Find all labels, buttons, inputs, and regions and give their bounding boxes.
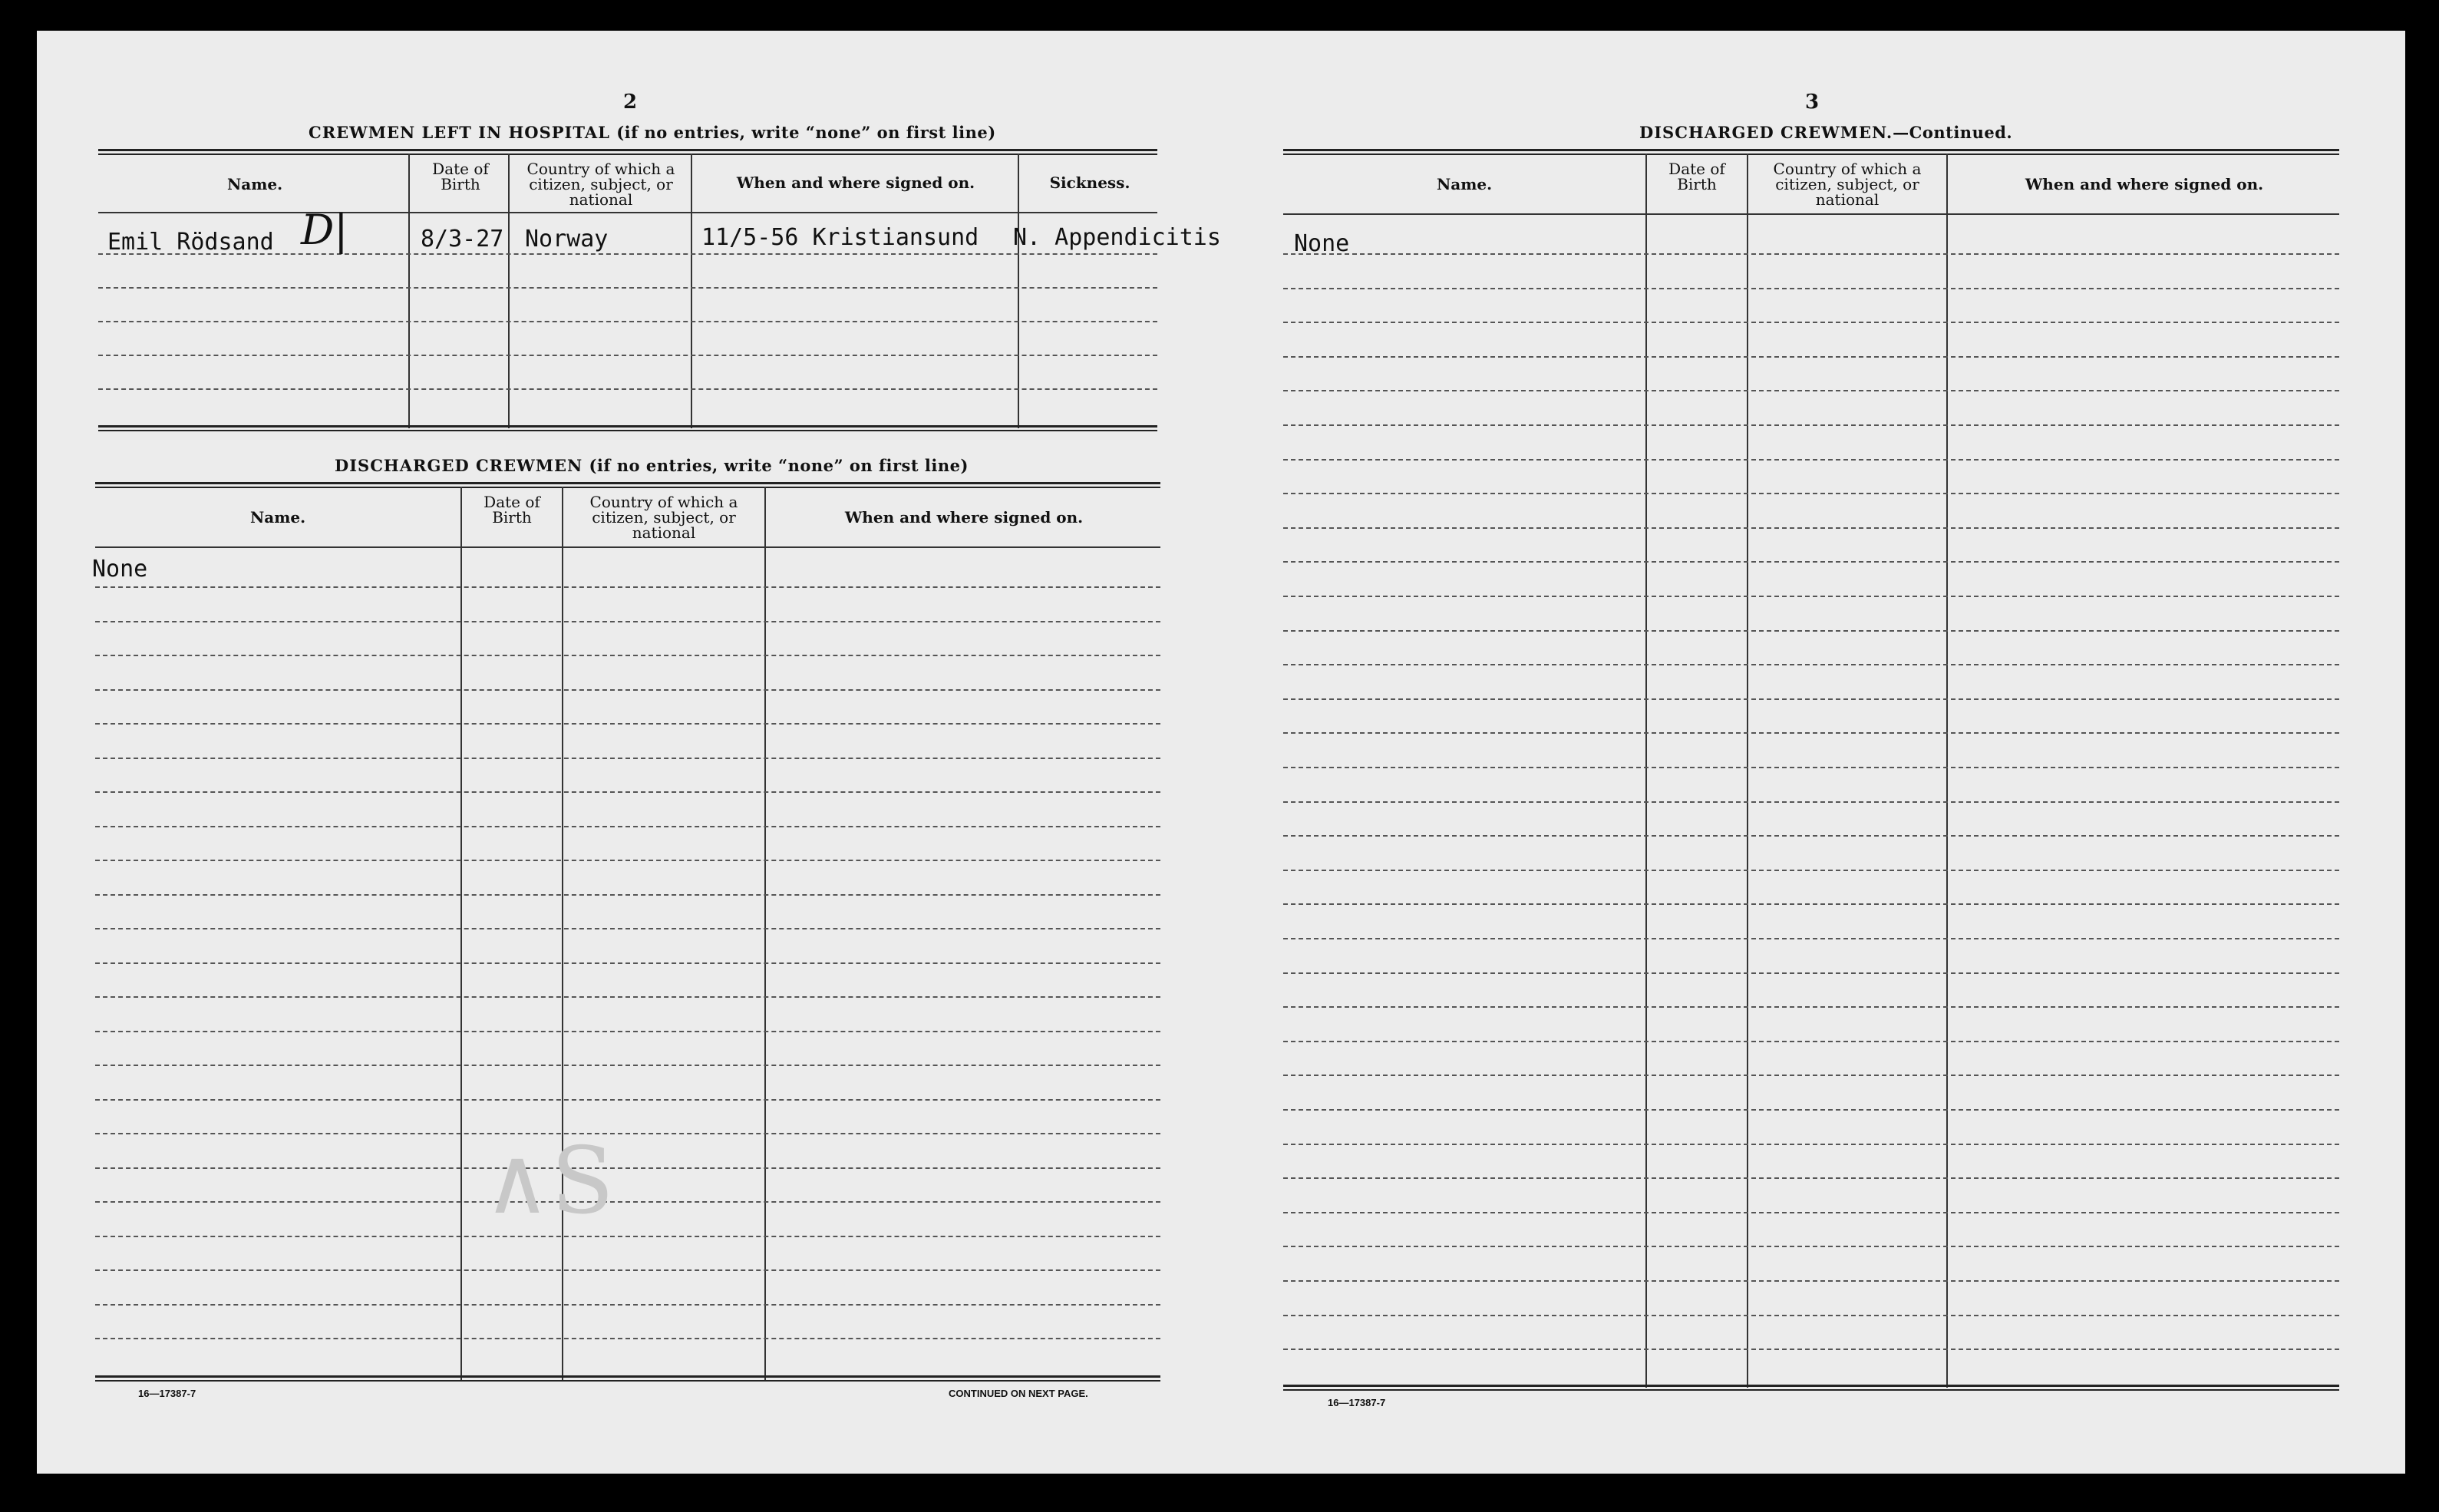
- ruled-line: [1283, 698, 2339, 700]
- ruled-line: [1283, 630, 2339, 632]
- ruled-line: [1283, 1315, 2339, 1316]
- ruled-line: [95, 621, 1160, 622]
- hospital-table-top-rule: [98, 149, 1157, 151]
- ruled-line: [1283, 253, 2339, 255]
- ruled-line: [95, 1065, 1160, 1066]
- right-table-bottom-rule: [1283, 1385, 2339, 1387]
- discharged-table-top-rule: [95, 482, 1160, 484]
- ruled-line: [95, 894, 1160, 896]
- ruled-line: [1283, 972, 2339, 974]
- ruled-line: [1283, 1006, 2339, 1008]
- hospital-header-rule: [98, 212, 1157, 213]
- right-col-divider: [1946, 154, 1948, 1388]
- ruled-line: [95, 791, 1160, 793]
- hospital-header-signed-on: When and where signed on.: [736, 173, 975, 192]
- page-number-left: 2: [623, 91, 638, 114]
- hospital-title-text: CREWMEN LEFT IN HOSPITAL: [309, 123, 610, 142]
- ruled-line: [95, 1201, 1160, 1203]
- ruled-line: [1283, 870, 2339, 871]
- ruled-line: [1283, 1177, 2339, 1179]
- hospital-entry-signed-on: 11/5-56 Kristiansund: [701, 224, 979, 251]
- ruled-line: [95, 758, 1160, 759]
- ruled-line: [1283, 288, 2339, 289]
- document-sheet: [37, 31, 2405, 1474]
- form-number-right: 16—17387-7: [1328, 1397, 1386, 1408]
- discharged-title-note: (if no entries, write “none” on first line): [589, 456, 969, 475]
- right-table-top-rule: [1283, 149, 2339, 151]
- discharged-header-signed-on: When and where signed on.: [844, 508, 1084, 527]
- hospital-title-note: (if no entries, write “none” on first line): [616, 123, 996, 142]
- ruled-line: [1283, 938, 2339, 939]
- ruled-line: [1283, 424, 2339, 426]
- right-col-divider: [1747, 154, 1748, 1388]
- ruled-line: [95, 1304, 1160, 1306]
- right-header-signed-on: When and where signed on.: [2025, 175, 2264, 193]
- ruled-line: [1283, 561, 2339, 563]
- hospital-col-divider: [691, 154, 692, 428]
- discharged-title-text: DISCHARGED CREWMEN: [335, 456, 583, 475]
- hospital-header-country: Country of which a citizen, subject, or national: [526, 160, 675, 209]
- hospital-header-sickness: Sickness.: [1049, 173, 1130, 192]
- ruled-line: [95, 826, 1160, 827]
- ruled-line: [1283, 322, 2339, 323]
- ruled-line: [1283, 596, 2339, 597]
- hospital-entry-country: Norway: [525, 226, 609, 253]
- ruled-line: [1283, 459, 2339, 461]
- ruled-line: [1283, 1349, 2339, 1350]
- ruled-line: [1283, 1075, 2339, 1076]
- right-title-suffix: —Continued.: [1893, 123, 2013, 142]
- hospital-header-dob: Date of Birth: [432, 160, 489, 193]
- ruled-line: [95, 928, 1160, 929]
- ruled-line: [1283, 1212, 2339, 1213]
- hospital-col-divider: [408, 154, 410, 428]
- ruled-line: [95, 1099, 1160, 1101]
- ruled-line: [95, 1338, 1160, 1339]
- ruled-line: [1283, 664, 2339, 665]
- ruled-line: [95, 689, 1160, 691]
- continued-note: CONTINUED ON NEXT PAGE.: [949, 1388, 1088, 1399]
- faint-stamp-impression: ∧S: [484, 1128, 615, 1235]
- ruled-line: [95, 586, 1160, 588]
- ruled-line: [1283, 835, 2339, 837]
- ruled-line: [1283, 767, 2339, 768]
- discharged-header-rule: [95, 546, 1160, 548]
- ruled-line: [1283, 356, 2339, 358]
- discharged-header-dob: Date of Birth: [484, 493, 540, 527]
- ruled-line: [95, 1269, 1160, 1271]
- ruled-line: [1283, 1109, 2339, 1111]
- ruled-line: [1283, 1144, 2339, 1145]
- right-header-country: Country of which a citizen, subject, or national: [1773, 160, 1922, 209]
- right-header-dob: Date of Birth: [1668, 160, 1725, 193]
- ruled-line: [95, 1031, 1160, 1032]
- discharged-header-country: Country of which a citizen, subject, or national: [589, 493, 738, 542]
- ruled-line: [1283, 903, 2339, 905]
- ruled-line: [95, 962, 1160, 964]
- form-number-left: 16—17387-7: [138, 1388, 196, 1399]
- hospital-entry-initials: D|: [301, 206, 348, 254]
- discharged-section-title: [335, 456, 969, 475]
- ruled-line: [1283, 1041, 2339, 1042]
- discharged-header-name: Name.: [249, 508, 306, 527]
- ruled-line: [1283, 493, 2339, 494]
- hospital-header-name: Name.: [226, 175, 283, 193]
- right-col-divider: [1645, 154, 1647, 1388]
- ruled-line: [95, 1236, 1160, 1237]
- ruled-line: [1283, 732, 2339, 734]
- page-number-right: 3: [1805, 91, 1820, 114]
- hospital-section-title: [309, 123, 996, 142]
- right-header-name: Name.: [1436, 175, 1493, 193]
- ruled-line: [95, 1133, 1160, 1134]
- ruled-line: [95, 996, 1160, 998]
- ruled-line: [1283, 1280, 2339, 1282]
- hospital-entry-name: Emil Rödsand: [107, 229, 274, 256]
- ruled-line: [1283, 1246, 2339, 1247]
- hospital-table-bottom-rule: [98, 425, 1157, 428]
- right-title-text: DISCHARGED CREWMEN.: [1639, 123, 1893, 142]
- hospital-col-divider: [508, 154, 510, 428]
- ruled-line: [95, 655, 1160, 656]
- hospital-entry-dob: 8/3-27: [421, 226, 504, 253]
- right-entry-none: None: [1294, 230, 1350, 257]
- ruled-line: [95, 860, 1160, 861]
- ruled-line: [95, 723, 1160, 725]
- hospital-entry-sickness: N. Appendicitis: [1013, 224, 1221, 251]
- ruled-line: [95, 1167, 1160, 1169]
- right-header-rule: [1283, 213, 2339, 215]
- ruled-line: [1283, 801, 2339, 803]
- ruled-line: [1283, 390, 2339, 391]
- ruled-line: [1283, 527, 2339, 529]
- discharged-table-bottom-rule: [95, 1375, 1160, 1378]
- discharged-entry-none: None: [92, 556, 148, 583]
- right-section-title: [1639, 123, 2012, 142]
- hospital-col-divider: [1018, 154, 1019, 428]
